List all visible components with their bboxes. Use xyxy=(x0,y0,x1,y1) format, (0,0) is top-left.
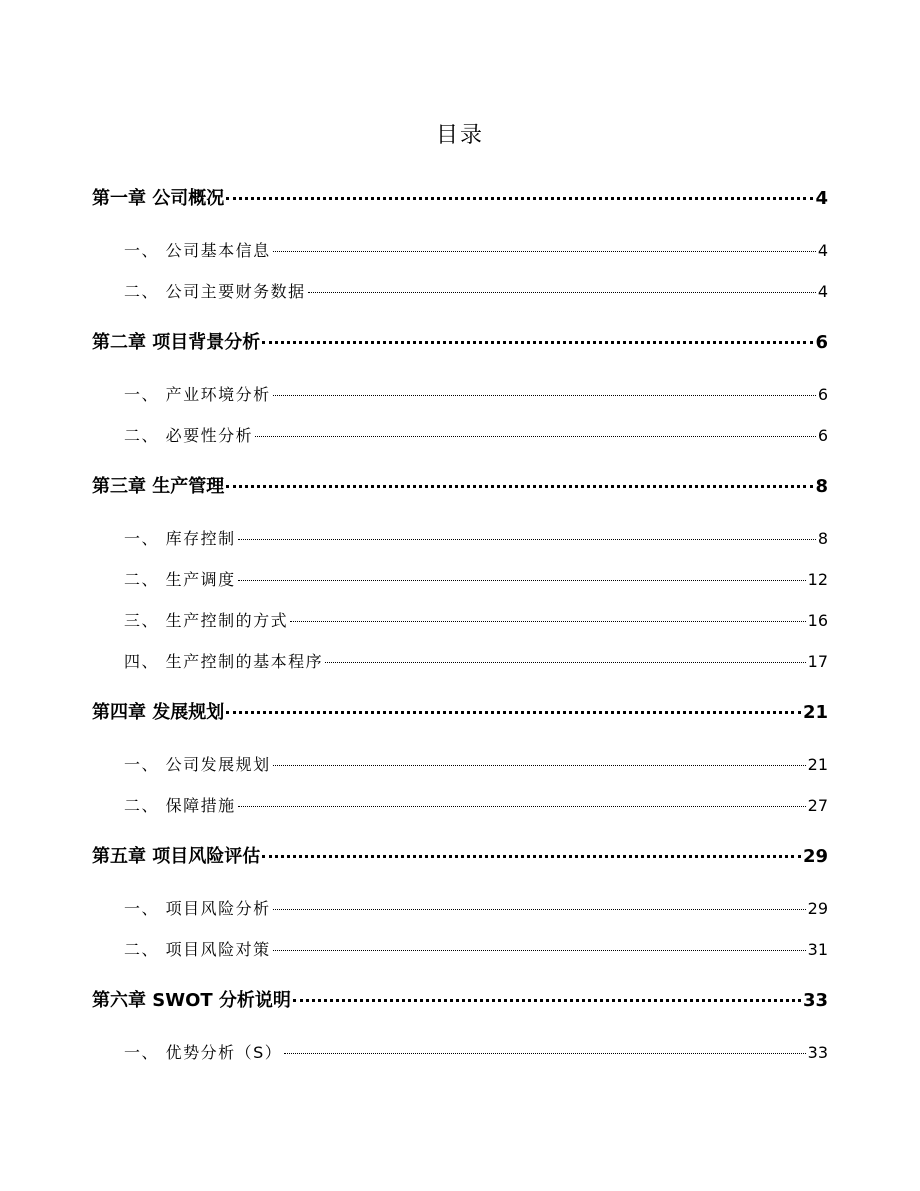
toc-entry-label: 一、 公司基本信息 xyxy=(124,241,271,260)
toc-page-number: 21 xyxy=(807,755,828,774)
toc-section[interactable] xyxy=(92,518,828,559)
toc-section[interactable] xyxy=(92,744,828,785)
toc-section[interactable] xyxy=(92,374,828,415)
toc-section[interactable] xyxy=(92,641,828,682)
toc-entry-label: 一、 库存控制 xyxy=(124,529,236,548)
toc-page-number: 29 xyxy=(807,899,828,918)
toc-entry-label: 二、 公司主要财务数据 xyxy=(124,282,306,301)
toc-dot-leader xyxy=(226,711,801,714)
toc-page-number: 12 xyxy=(807,570,828,589)
toc-chapter-6[interactable] xyxy=(92,980,828,1022)
toc-entry-label: 一、 产业环境分析 xyxy=(124,385,271,404)
toc-dot-leader xyxy=(308,292,816,293)
toc-section[interactable] xyxy=(92,1032,828,1073)
toc-entry-label: 三、 生产控制的方式 xyxy=(124,611,289,630)
toc-list xyxy=(92,178,828,1073)
toc-page-number: 33 xyxy=(807,1043,828,1062)
toc-page-number: 6 xyxy=(815,332,828,353)
toc-entry-label: 一、 优势分析（S） xyxy=(124,1043,283,1062)
toc-chapter-5[interactable] xyxy=(92,836,828,878)
toc-entry-label: 第六章 SWOT 分析说明 xyxy=(92,990,291,1011)
toc-page-number: 6 xyxy=(817,426,828,445)
toc-chapter-1[interactable] xyxy=(92,178,828,220)
toc-dot-leader xyxy=(262,341,813,344)
toc-dot-leader xyxy=(255,436,816,437)
toc-chapter-2[interactable] xyxy=(92,322,828,364)
toc-dot-leader xyxy=(226,485,813,488)
toc-page-number: 8 xyxy=(815,476,828,497)
toc-page-number: 4 xyxy=(815,188,828,209)
toc-page-number: 16 xyxy=(807,611,828,630)
toc-entry-label: 第四章 发展规划 xyxy=(92,702,225,723)
toc-dot-leader xyxy=(262,855,801,858)
toc-chapter-4[interactable] xyxy=(92,692,828,734)
toc-dot-leader xyxy=(284,1053,805,1054)
toc-entry-label: 二、 必要性分析 xyxy=(124,426,254,445)
toc-entry-label: 二、 保障措施 xyxy=(124,796,236,815)
toc-dot-leader xyxy=(273,765,806,766)
toc-entry-label: 二、 生产调度 xyxy=(124,570,236,589)
toc-dot-leader xyxy=(273,950,806,951)
toc-dot-leader xyxy=(293,999,801,1002)
toc-page-number: 33 xyxy=(802,990,828,1011)
toc-entry-label: 第三章 生产管理 xyxy=(92,476,225,497)
toc-entry-label: 第五章 项目风险评估 xyxy=(92,846,261,867)
toc-page-number: 31 xyxy=(807,940,828,959)
toc-section[interactable] xyxy=(92,929,828,970)
toc-page-number: 21 xyxy=(802,702,828,723)
toc-dot-leader xyxy=(325,662,806,663)
toc-entry-label: 一、 项目风险分析 xyxy=(124,899,271,918)
toc-dot-leader xyxy=(238,580,806,581)
toc-chapter-3[interactable] xyxy=(92,466,828,508)
toc-section[interactable] xyxy=(92,600,828,641)
toc-page-number: 4 xyxy=(817,241,828,260)
toc-entry-label: 第一章 公司概况 xyxy=(92,188,225,209)
toc-entry-label: 二、 项目风险对策 xyxy=(124,940,271,959)
toc-page-number: 27 xyxy=(807,796,828,815)
toc-page-number: 29 xyxy=(802,846,828,867)
toc-section[interactable] xyxy=(92,785,828,826)
toc-page-number: 8 xyxy=(817,529,828,548)
toc-dot-leader xyxy=(290,621,806,622)
toc-entry-label: 四、 生产控制的基本程序 xyxy=(124,652,324,671)
toc-section[interactable] xyxy=(92,271,828,312)
toc-page-number: 17 xyxy=(807,652,828,671)
toc-dot-leader xyxy=(273,251,816,252)
toc-section[interactable] xyxy=(92,559,828,600)
toc-entry-label: 一、 公司发展规划 xyxy=(124,755,271,774)
toc-page-number: 4 xyxy=(817,282,828,301)
toc-section[interactable] xyxy=(92,888,828,929)
toc-dot-leader xyxy=(273,395,816,396)
toc-entry-label: 第二章 项目背景分析 xyxy=(92,332,261,353)
toc-dot-leader xyxy=(273,909,806,910)
toc-page-number: 6 xyxy=(817,385,828,404)
toc-section[interactable] xyxy=(92,415,828,456)
toc-dot-leader xyxy=(238,539,816,540)
toc-dot-leader xyxy=(226,197,813,200)
page-title: 目录 xyxy=(435,123,484,148)
toc-dot-leader xyxy=(238,806,806,807)
toc-section[interactable] xyxy=(92,230,828,271)
